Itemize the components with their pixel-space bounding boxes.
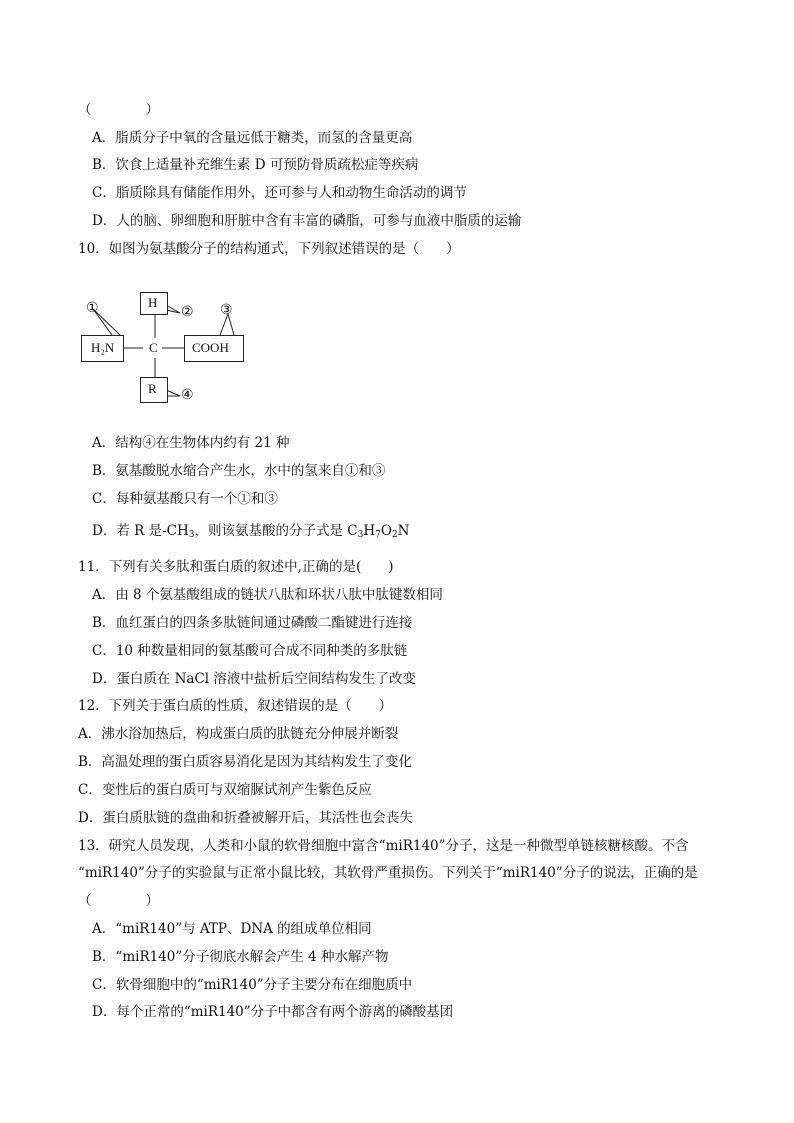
q13-stem-line1: 13．研究人员发现，人类和小鼠的软骨细胞中富含“miR140”分子，这是一种微型单链核糖核酸。不含 bbox=[78, 838, 689, 854]
q12-option-a: A．沸水浴加热后，构成蛋白质的肽链充分伸展并断裂 bbox=[78, 726, 399, 742]
q13-option-a: A．“miR140”与 ATP、DNA 的组成单位相同 bbox=[92, 921, 372, 937]
q13-option-d: D．每个正常的“miR140”分子中都含有两个游离的磷酸基团 bbox=[92, 1004, 454, 1020]
label-central-c: C bbox=[149, 340, 158, 355]
q10-stem: 10．如图为氨基酸分子的结构通式，下列叙述错误的是（ ） bbox=[78, 241, 460, 257]
q13-stem-line2: “miR140”分子的实验鼠与正常小鼠比较，其软骨严重损伤。下列关于“miR140”分子的说法，正确的是 bbox=[78, 865, 698, 881]
label-h: H bbox=[148, 295, 158, 310]
q13-option-c: C．软骨细胞中的“miR140”分子主要分布在细胞质中 bbox=[92, 977, 413, 993]
q12-option-d: D．蛋白质肽链的盘曲和折叠被解开后，其活性也会丧失 bbox=[78, 810, 413, 826]
q9-option-c: C．脂质除具有储能作用外，还可参与人和动物生命活动的调节 bbox=[92, 185, 467, 201]
q10-option-d: D．若 R 是$-CH_3$，则该氨基酸的分子式是 $C_3H_7O_2N$ bbox=[92, 523, 410, 540]
q9-paren: （ ） bbox=[78, 102, 159, 118]
label-h2n: H₂N bbox=[91, 340, 115, 355]
q11-option-c: C．10 种数量相同的氨基酸可合成不同种类的多肽链 bbox=[92, 643, 408, 659]
label-cooh: COOH bbox=[192, 340, 229, 355]
q10-option-c: C．每种氨基酸只有一个①和③ bbox=[92, 491, 278, 507]
q11-stem: 11．下列有关多肽和蛋白质的叙述中,正确的是( ) bbox=[78, 559, 394, 575]
q10-option-b: B．氨基酸脱水缩合产生水，水中的氢来自①和③ bbox=[92, 463, 386, 479]
marker-4: ④ bbox=[181, 388, 194, 403]
q9-option-d: D．人的脑、卵细胞和肝脏中含有丰富的磷脂，可参与血液中脂质的运输 bbox=[92, 213, 522, 229]
marker-1: ① bbox=[86, 301, 99, 316]
q9-option-b: B．饮食上适量补充维生素 D 可预防骨质疏松症等疾病 bbox=[92, 157, 419, 173]
label-r: R bbox=[148, 381, 157, 396]
marker-3: ③ bbox=[220, 303, 233, 318]
q12-option-b: B．高温处理的蛋白质容易消化是因为其结构发生了变化 bbox=[78, 754, 412, 770]
q13-option-b: B．“miR140”分子彻底水解会产生 4 种水解产物 bbox=[92, 949, 389, 965]
q11-option-d: D．蛋白质在 NaCl 溶液中盐析后空间结构发生了改变 bbox=[92, 671, 416, 687]
q11-option-a: A．由 8 个氨基酸组成的链状八肽和环状八肽中肽键数相同 bbox=[92, 587, 443, 603]
q12-option-c: C．变性后的蛋白质可与双缩脲试剂产生紫色反应 bbox=[78, 782, 372, 798]
q10-option-a: A．结构④在生物体内约有 21 种 bbox=[92, 435, 290, 451]
q9-option-a: A．脂质分子中氧的含量远低于糖类，而氢的含量更高 bbox=[92, 130, 413, 146]
marker-2: ② bbox=[181, 305, 194, 320]
q13-paren: （ ） bbox=[78, 893, 159, 909]
q11-option-b: B．血红蛋白的四条多肽链间通过磷酸二酯键进行连接 bbox=[92, 615, 413, 631]
q12-stem: 12．下列关于蛋白质的性质，叙述错误的是（ ） bbox=[78, 698, 393, 714]
